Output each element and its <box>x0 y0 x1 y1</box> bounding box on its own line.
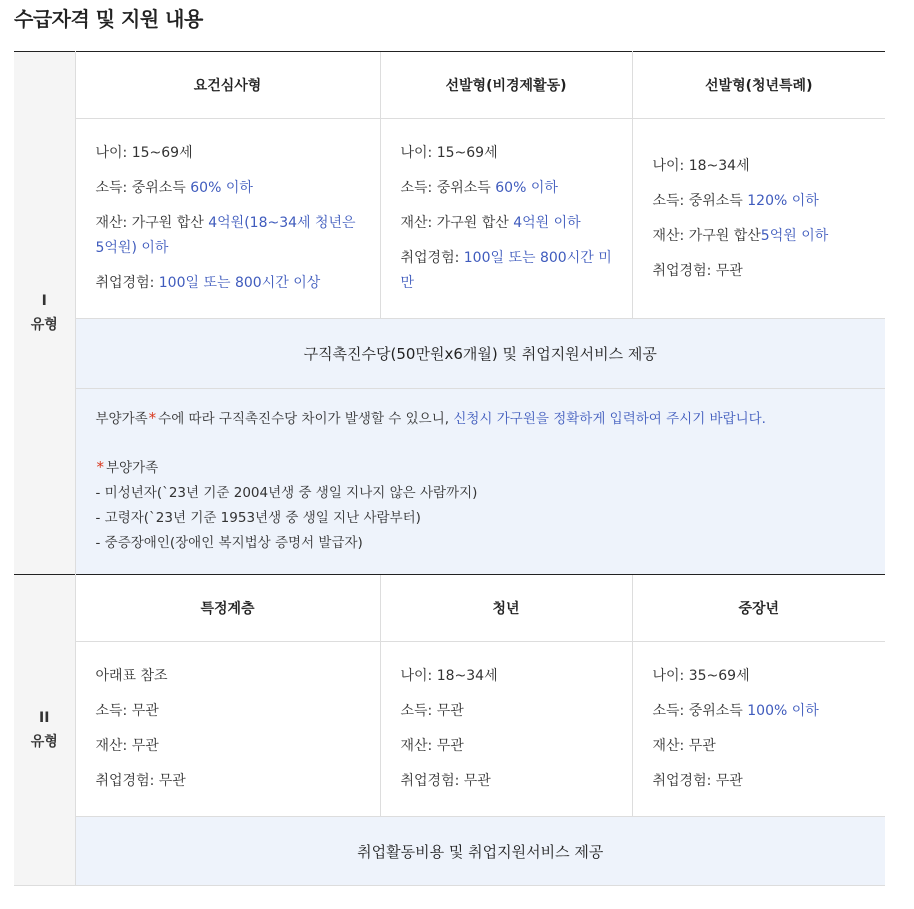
asset-line: 재산: 무관 <box>400 738 464 754</box>
experience-line: 취업경험: 무관 <box>95 773 186 789</box>
experience-line: 취업경험: 무관 <box>400 773 491 789</box>
dependents-notice <box>75 389 885 575</box>
type1-kor: 유형 <box>30 317 58 333</box>
dependents-item: - 고령자(`23년 기준 1953년생 중 생일 지난 사람부터) <box>95 510 421 526</box>
conditions-youth <box>380 642 632 817</box>
age-line: 나이: 35~69세 <box>652 668 750 684</box>
conditions-special-group <box>75 642 380 817</box>
income-line: 소득: 무관 <box>95 703 159 719</box>
header-requirement-review: 요건심사형 <box>75 52 380 119</box>
notice-line: 부양가족* 수에 따라 구직촉진수당 차이가 발생할 수 있으니, 신청시 가구원을 정확하게 입력하여 주시기 바랍니다. <box>95 409 766 427</box>
experience-line: 취업경험: 100일 또는 800시간 이상 <box>95 275 321 291</box>
conditions-requirement-review <box>75 119 380 319</box>
conditions-middle-aged <box>632 642 885 817</box>
income-line: 소득: 중위소득 100% 이하 <box>652 703 819 719</box>
header-special-group: 특정계층 <box>75 575 380 642</box>
age-line: 나이: 18~34세 <box>400 668 498 684</box>
type2-benefit: 취업활동비용 및 취업지원서비스 제공 <box>75 817 885 886</box>
dependents-item: - 중증장애인(장애인 복지법상 증명서 발급자) <box>95 535 363 551</box>
income-line: 소득: 중위소득 60% 이하 <box>95 180 253 196</box>
page-title: 수급자격 및 지원 내용 <box>14 7 203 31</box>
eligibility-table <box>14 51 885 886</box>
experience-line: 취업경험: 100일 또는 800시간 미만 <box>400 250 612 291</box>
age-line: 나이: 18~34세 <box>652 157 750 174</box>
asterisk-icon: * <box>148 409 157 427</box>
experience-line: 취업경험: 무관 <box>652 773 743 789</box>
income-line: 소득: 무관 <box>400 703 464 719</box>
type1-label <box>14 52 75 575</box>
header-selection-inactive: 선발형(비경제활동) <box>380 52 632 119</box>
conditions-selection-inactive <box>380 119 632 319</box>
age-line: 나이: 15~69세 <box>95 145 193 161</box>
asset-line: 재산: 가구원 합산 4억원 이하 <box>400 215 581 231</box>
header-youth: 청년 <box>380 575 632 642</box>
type1-section <box>14 52 885 575</box>
dependents-title: * 부양가족 <box>96 458 159 476</box>
type1-benefit: 구직촉진수당(50만원x6개월) 및 취업지원서비스 제공 <box>75 319 885 389</box>
asset-line: 재산: 무관 <box>95 738 159 754</box>
type1-roman: I <box>41 293 47 309</box>
asset-line: 재산: 가구원 합산 4억원(18~34세 청년은 5억원) 이하 <box>95 215 356 256</box>
asset-line: 재산: 무관 <box>652 738 716 754</box>
type2-kor: 유형 <box>30 734 58 750</box>
income-line: 소득: 중위소득 60% 이하 <box>400 180 558 196</box>
type2-label <box>14 575 75 886</box>
asset-line: 재산: 가구원 합산5억원 이하 <box>652 227 829 244</box>
asterisk-icon: * <box>96 458 104 476</box>
experience-line: 취업경험: 무관 <box>652 262 743 279</box>
header-selection-youth: 선발형(청년특례) <box>632 52 885 119</box>
conditions-selection-youth <box>632 119 885 319</box>
type2-roman: II <box>39 710 50 726</box>
age-line: 나이: 15~69세 <box>400 145 498 161</box>
info-line: 아래표 참조 <box>95 668 168 684</box>
income-line: 소득: 중위소득 120% 이하 <box>652 192 819 209</box>
header-middle-aged: 중장년 <box>632 575 885 642</box>
type2-section <box>14 575 885 886</box>
dependents-item: - 미성년자(`23년 기준 2004년생 중 생일 지나지 않은 사람까지) <box>95 485 478 501</box>
